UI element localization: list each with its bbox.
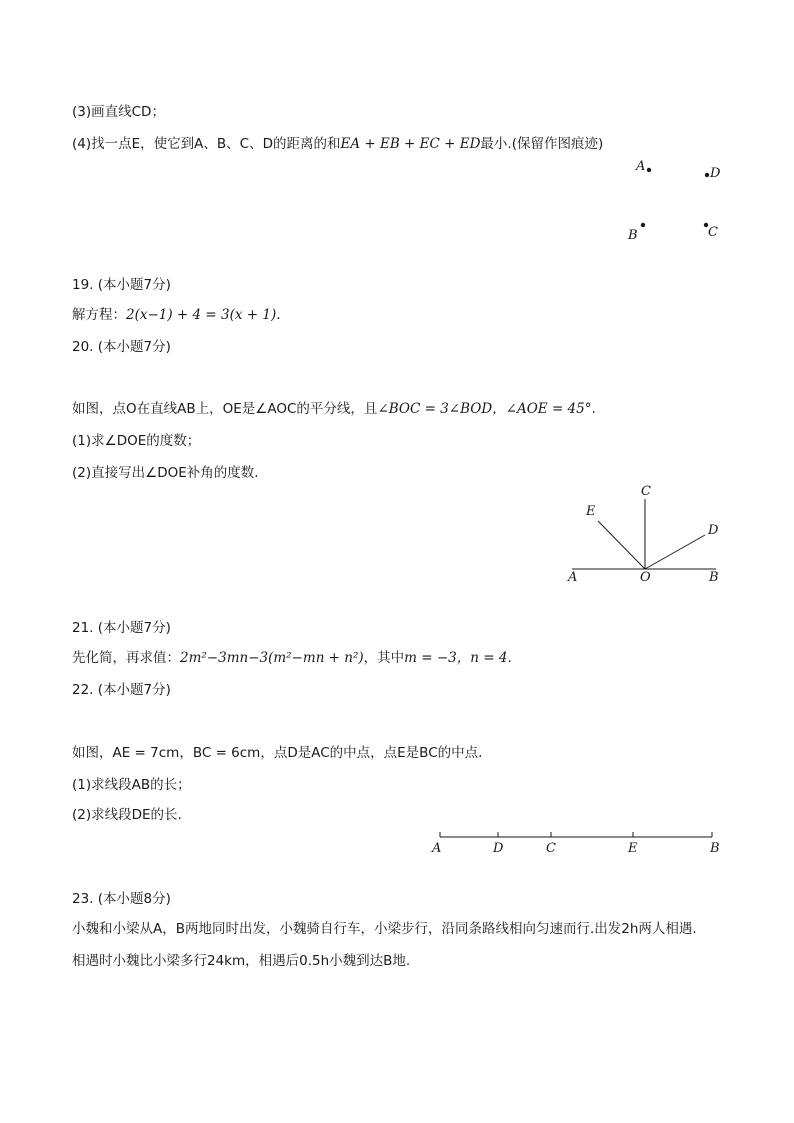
q18-label-a: A (636, 159, 646, 174)
q18-label-c: C (708, 225, 718, 240)
q22-label-e: E (628, 841, 638, 856)
q20-label-d: D (708, 523, 719, 538)
q20-part2: (2)直接写出∠DOE补角的度数. (72, 465, 259, 481)
q22-intro: 如图，AE = 7cm，BC = 6cm，点D是AC的中点，点E是BC的中点. (72, 745, 483, 761)
q21-expr: 2m²−3mn−3(m²−mn + n²) (180, 650, 364, 666)
q22-label-a: A (432, 841, 442, 856)
q20-label-b: B (709, 570, 719, 585)
q20-intro-end: . (591, 401, 596, 417)
q18-part4-text-a: (4)找一点E，使它到A、B、C、D的距离的和 (72, 136, 341, 152)
q21-end: . (507, 650, 512, 666)
q20-intro-a: 如图，点O在直线AB上，OE是∠AOC的平分线，且 (72, 401, 378, 417)
q21-mid: ，其中 (363, 650, 405, 666)
q20-header: 20. (本小题7分) (72, 339, 171, 355)
q19-header: 19. (本小题7分) (72, 277, 171, 293)
q18-part4-expr: EA + EB + EC + ED (340, 136, 481, 152)
q23-line2: 相遇时小魏比小梁多行24km，相遇后0.5h小魏到达B地. (72, 953, 411, 969)
q18-part4-text-b: 最小.(保留作图痕迹) (480, 136, 604, 152)
q22-part1: (1)求线段AB的长； (72, 777, 191, 793)
q20-label-o: O (640, 570, 651, 585)
q18-label-d: D (710, 166, 721, 181)
q23-header: 23. (本小题8分) (72, 891, 171, 907)
q19-equation: 2(x−1) + 4 = 3(x + 1). (126, 307, 281, 323)
q22-label-d: D (493, 841, 504, 856)
q22-label-b: B (710, 841, 720, 856)
q18-part3: (3)画直线CD； (72, 104, 165, 120)
q20-label-e: E (586, 504, 596, 519)
q22-label-c: C (546, 841, 556, 856)
q20-label-c: C (641, 484, 651, 499)
q21-prompt: 先化简，再求值： (72, 650, 180, 666)
q21-header: 21. (本小题7分) (72, 620, 171, 636)
q18-label-b: B (628, 228, 638, 243)
q20-label-a: A (568, 570, 578, 585)
q22-part2: (2)求线段DE的长. (72, 807, 182, 823)
q20-part1: (1)求∠DOE的度数； (72, 433, 201, 449)
q22-header: 22. (本小题7分) (72, 682, 171, 698)
q19-prompt: 解方程： (72, 307, 126, 323)
q21-vals: m = −3，n = 4 (404, 650, 508, 666)
q23-line1: 小魏和小梁从A，B两地同时出发，小魏骑自行车，小梁步行，沿同条路线相向匀速而行.出发2h两人相遇. (72, 921, 697, 937)
q20-intro-b: ∠BOC = 3∠BOD，∠AOE = 45° (377, 401, 592, 417)
